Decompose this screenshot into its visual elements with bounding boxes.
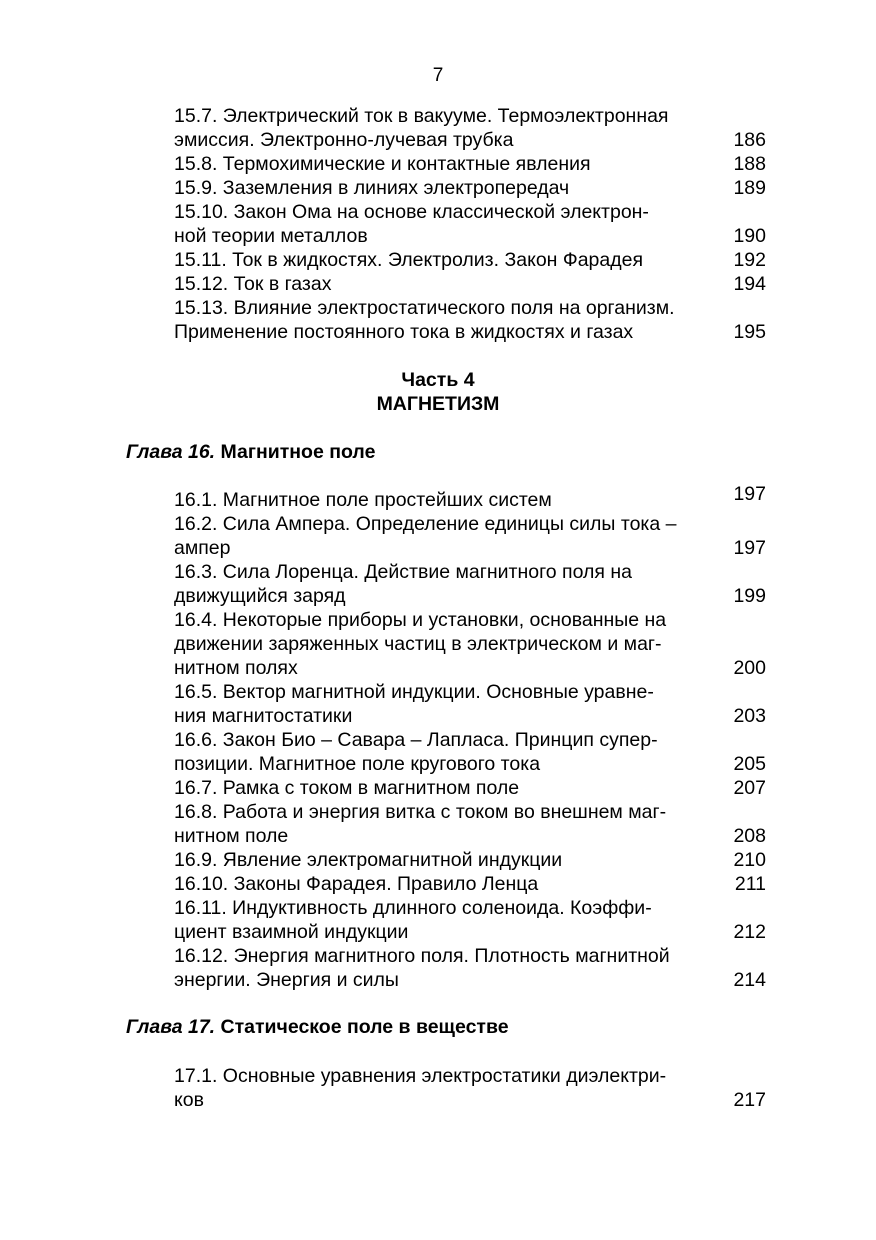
toc-entry-line: 15.10. Закон Ома на основе классической электрон- xyxy=(174,201,649,223)
chapter-title: Статическое поле в веществе xyxy=(220,1016,509,1038)
toc-entry xyxy=(174,848,770,872)
toc-entry-line: 15.9. Заземления в линиях электропередач xyxy=(174,177,570,199)
toc-page-number: 203 xyxy=(733,705,766,727)
toc-entry xyxy=(174,776,770,800)
toc-page-number: 188 xyxy=(733,153,766,175)
toc-page-number: 200 xyxy=(733,657,766,679)
toc-entry xyxy=(174,104,770,152)
toc-page-number: 192 xyxy=(733,249,766,271)
toc-entry xyxy=(174,512,770,560)
toc-entry-line: ков xyxy=(174,1089,204,1111)
toc-entry-line: 16.12. Энергия магнитного поля. Плотность магнитной xyxy=(174,945,670,967)
toc-entry xyxy=(174,872,770,896)
toc-page-number: 210 xyxy=(733,849,766,871)
toc-entry-line: 16.9. Явление электромагнитной индукции xyxy=(174,849,563,871)
toc-page-number: 199 xyxy=(733,585,766,607)
toc-entry-line: 16.2. Сила Ампера. Определение единицы силы тока – xyxy=(174,513,677,535)
toc-page-number: 207 xyxy=(733,777,766,799)
toc-entry-line: Применение постоянного тока в жидкостях и газах xyxy=(174,321,634,343)
toc-page-number: 197 xyxy=(733,483,766,505)
toc-entry-line: 15.12. Ток в газах xyxy=(174,273,332,295)
toc-entry xyxy=(174,728,770,776)
toc-entry-line: 16.5. Вектор магнитной индукции. Основные уравне- xyxy=(174,681,654,703)
toc-entry-line: движущийся заряд xyxy=(174,585,346,607)
toc-page-number: 214 xyxy=(733,969,766,991)
part-number: Часть 4 xyxy=(401,369,475,391)
toc-entry xyxy=(174,248,770,272)
toc-entry-line: ной теории металлов xyxy=(174,225,368,247)
toc-page-number: 190 xyxy=(733,225,766,247)
toc-entry-line: 16.11. Индуктивность длинного соленоида. Коэффи- xyxy=(174,897,652,919)
toc-page-number: 211 xyxy=(734,873,766,895)
toc-entry-line: 16.6. Закон Био – Савара – Лапласа. Принцип супер- xyxy=(174,729,658,751)
toc-entry xyxy=(174,608,770,680)
toc-page-number: 208 xyxy=(733,825,766,847)
toc-entry-line: движении заряженных частиц в электрическом и маг- xyxy=(174,633,662,655)
toc-entry-line: 16.1. Магнитное поле простейших систем xyxy=(174,489,552,511)
chapter-title: Магнитное поле xyxy=(220,441,376,463)
toc-page-number: 217 xyxy=(733,1089,766,1111)
toc-entry xyxy=(174,176,770,200)
toc-entry xyxy=(174,944,770,992)
part-title: МАГНЕТИЗМ xyxy=(376,393,500,415)
toc-entry-line: 15.13. Влияние электростатического поля на организм. xyxy=(174,297,675,319)
toc-entry-line: 15.7. Электрический ток в вакууме. Термоэлектронная xyxy=(174,105,669,127)
toc-entry xyxy=(174,296,770,344)
toc-entry-line: 16.10. Законы Фарадея. Правило Ленца xyxy=(174,873,539,895)
toc-entry xyxy=(174,560,770,608)
toc-entry-line: энергии. Энергия и силы xyxy=(174,969,399,991)
chapter-label: Глава 17. xyxy=(126,1016,216,1038)
toc-entry-line: 17.1. Основные уравнения электростатики диэлектри- xyxy=(174,1065,667,1087)
toc-entry-line: эмиссия. Электронно-лучевая трубка xyxy=(174,129,514,151)
toc-chapter-17-entries xyxy=(174,1064,770,1112)
toc-page-number: 205 xyxy=(733,753,766,775)
toc-entry-line: позиции. Магнитное поле кругового тока xyxy=(174,753,541,775)
toc-entry xyxy=(174,800,770,848)
toc-entry xyxy=(174,152,770,176)
toc-entry xyxy=(174,200,770,248)
chapter-label: Глава 16. xyxy=(126,441,216,463)
toc-page-number: 212 xyxy=(733,921,766,943)
toc-entry-line: 16.7. Рамка с током в магнитном поле xyxy=(174,777,520,799)
toc-entry xyxy=(174,680,770,728)
toc-entry-line: циент взаимной индукции xyxy=(174,921,409,943)
toc-page-number: 195 xyxy=(733,321,766,343)
chapter-16-heading xyxy=(126,440,375,464)
toc-section-15-continued xyxy=(174,104,770,344)
toc-entry-line: ампер xyxy=(174,537,231,559)
page-number: 7 xyxy=(432,65,444,86)
toc-entry xyxy=(174,483,770,512)
toc-entry xyxy=(174,896,770,944)
toc-chapter-16-entries xyxy=(174,483,770,992)
toc-entry-line: 16.3. Сила Лоренца. Действие магнитного поля на xyxy=(174,561,632,583)
toc-page-number: 194 xyxy=(733,273,766,295)
toc-page-number: 186 xyxy=(733,129,766,151)
toc-page-number: 189 xyxy=(733,177,766,199)
chapter-17-heading xyxy=(126,1015,509,1039)
toc-entry xyxy=(174,1064,770,1112)
toc-entry-line: ния магнитостатики xyxy=(174,705,353,727)
toc-entry-line: нитном поле xyxy=(174,825,289,847)
toc-entry-line: 16.4. Некоторые приборы и установки, основанные на xyxy=(174,609,667,631)
toc-entry-line: 15.11. Ток в жидкостях. Электролиз. Закон Фарадея xyxy=(174,249,644,271)
toc-entry-line: нитном полях xyxy=(174,657,298,679)
toc-entry-line: 16.8. Работа и энергия витка с током во внешнем маг- xyxy=(174,801,667,823)
toc-entry-line: 15.8. Термохимические и контактные явления xyxy=(174,153,591,175)
toc-entry xyxy=(174,272,770,296)
toc-page-number: 197 xyxy=(733,537,766,559)
